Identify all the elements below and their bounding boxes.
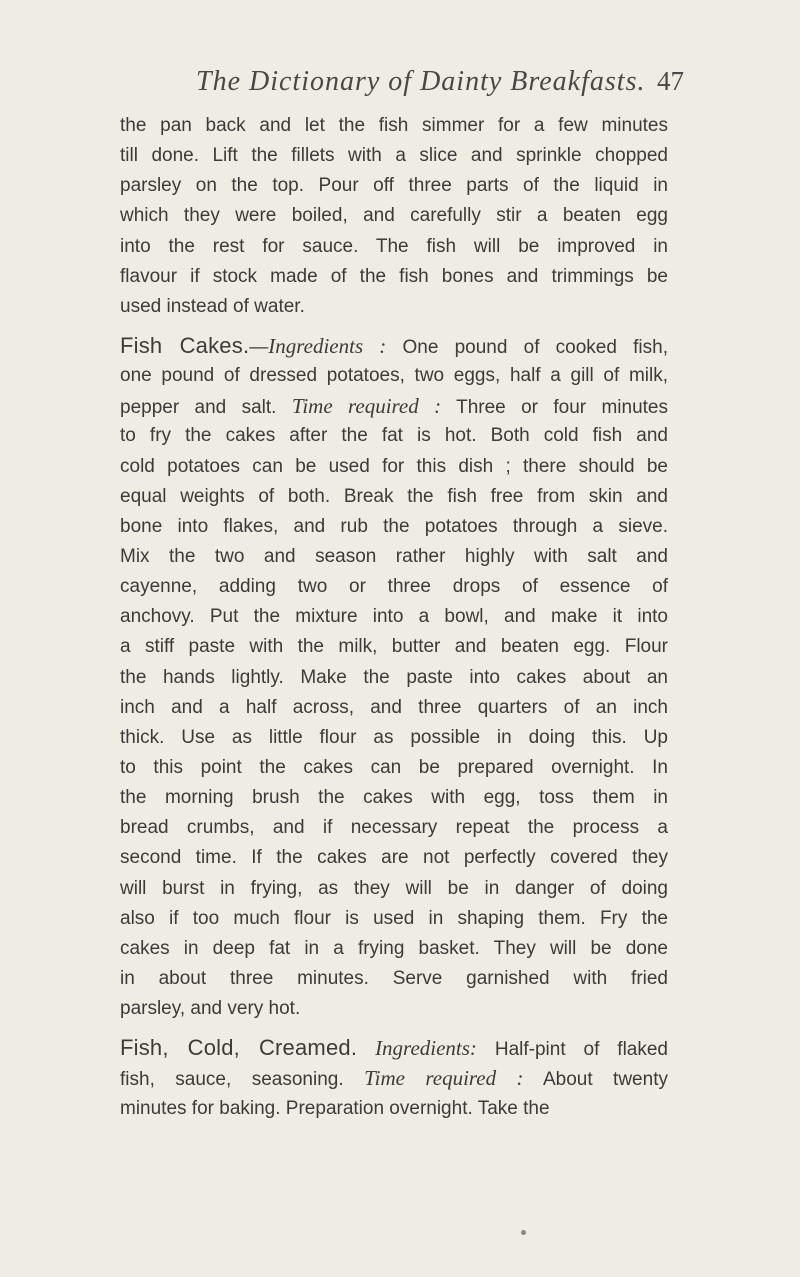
text-segment: cold potatoes can be used for this dish ; there should be bbox=[120, 455, 668, 477]
text-segment: which they were boiled, and carefully stir a beaten egg bbox=[120, 205, 668, 227]
running-title: The Dictionary of Dainty Breakfasts. bbox=[196, 66, 646, 97]
text-line bbox=[120, 111, 668, 141]
text-line bbox=[120, 874, 668, 904]
italic-label: Ingredients: bbox=[375, 1036, 477, 1061]
text-line bbox=[120, 171, 668, 201]
text-segment: the pan back and let the fish simmer for a few minutes bbox=[120, 115, 668, 136]
text-line bbox=[120, 1033, 668, 1063]
paragraph bbox=[120, 331, 668, 1024]
text-segment: About twenty bbox=[523, 1069, 668, 1091]
text-segment: to fry the cakes after the fat is hot. Both cold fish and bbox=[120, 425, 668, 447]
text-segment: inch and a half across, and three quarters of an inch bbox=[120, 696, 668, 718]
text-line bbox=[120, 813, 668, 843]
italic-label: Ingredients : bbox=[268, 333, 387, 358]
paragraph bbox=[120, 111, 668, 322]
text-segment: in about three minutes. Serve garnished with fried bbox=[120, 967, 668, 989]
text-line bbox=[120, 201, 668, 231]
text-line bbox=[120, 391, 668, 421]
text-segment: parsley, and very hot. bbox=[120, 998, 301, 1020]
text-segment: will burst in frying, as they will be in danger of doing bbox=[120, 877, 668, 899]
text-segment: cayenne, adding two or three drops of essence of bbox=[120, 576, 668, 598]
text-segment: one pound of dressed potatoes, two eggs, half a gill of milk, bbox=[120, 365, 668, 387]
paragraph bbox=[120, 1033, 668, 1123]
text-line bbox=[120, 632, 668, 662]
text-line bbox=[120, 512, 668, 542]
text-line bbox=[120, 843, 668, 873]
text-segment: second time. If the cakes are not perfectly covered they bbox=[120, 847, 668, 869]
text-segment: used instead of water. bbox=[120, 295, 305, 317]
paragraph-gap bbox=[120, 322, 668, 331]
text-segment: parsley on the top. Pour off three parts of the liquid in bbox=[120, 175, 668, 197]
text-line bbox=[120, 141, 668, 171]
text-line bbox=[120, 572, 668, 602]
text-line bbox=[120, 964, 668, 994]
text-line bbox=[120, 994, 668, 1024]
text-line bbox=[120, 452, 668, 482]
text-segment: minutes for baking. Preparation overnight. Take the bbox=[120, 1097, 550, 1119]
text-line bbox=[120, 421, 668, 451]
text-segment: equal weights of both. Break the fish free from skin and bbox=[120, 485, 668, 507]
text-segment: Three or four minutes bbox=[441, 397, 669, 419]
text-line bbox=[120, 262, 668, 292]
text-line bbox=[120, 232, 668, 262]
text-segment: thick. Use as little flour as possible in doing this. Up bbox=[120, 726, 668, 748]
text-line bbox=[120, 723, 668, 753]
text-segment: — bbox=[249, 336, 269, 358]
text-line bbox=[120, 602, 668, 632]
text-line bbox=[120, 753, 668, 783]
text-segment: One pound of cooked fish, bbox=[386, 336, 668, 358]
text-line bbox=[120, 482, 668, 512]
italic-label: Time required : bbox=[291, 394, 442, 419]
text-segment: Half-pint of flaked bbox=[476, 1039, 668, 1061]
text-line bbox=[120, 1094, 668, 1124]
text-segment: pepper and salt. bbox=[120, 397, 292, 419]
text-line bbox=[120, 542, 668, 572]
text-line bbox=[120, 361, 668, 391]
text-line bbox=[120, 1063, 668, 1093]
text-segment: bone into flakes, and rub the potatoes through a sieve. bbox=[120, 515, 668, 537]
entry-heading: Fish Cakes. bbox=[120, 332, 250, 358]
text-segment: bread crumbs, and if necessary repeat the process a bbox=[120, 817, 668, 839]
text-segment: to this point the cakes can be prepared overnight. In bbox=[120, 756, 668, 778]
body-text bbox=[120, 111, 668, 1124]
text-segment: till done. Lift the fillets with a slice and sprinkle chopped bbox=[120, 145, 668, 167]
text-segment: Mix the two and season rather highly with salt and bbox=[120, 545, 668, 567]
running-head bbox=[0, 66, 800, 102]
text-line bbox=[120, 331, 668, 361]
ink-speck bbox=[521, 1230, 526, 1235]
text-segment bbox=[357, 1039, 375, 1060]
italic-label: Time required : bbox=[364, 1066, 524, 1091]
text-segment: flavour if stock made of the fish bones and trimmings be bbox=[120, 265, 668, 287]
text-line bbox=[120, 934, 668, 964]
text-segment: into the rest for sauce. The fish will be improved in bbox=[120, 235, 668, 257]
text-line bbox=[120, 663, 668, 693]
page-number: 47 bbox=[657, 66, 684, 96]
text-segment: fish, sauce, seasoning. bbox=[120, 1069, 365, 1091]
text-line bbox=[120, 693, 668, 723]
text-segment: a stiff paste with the milk, butter and beaten egg. Flour bbox=[120, 636, 668, 658]
text-segment: anchovy. Put the mixture into a bowl, and make it into bbox=[120, 606, 668, 628]
text-segment: cakes in deep fat in a frying basket. They will be done bbox=[120, 937, 668, 959]
entry-heading: Fish, Cold, Creamed. bbox=[120, 1035, 358, 1061]
text-segment: the morning brush the cakes with egg, toss them in bbox=[120, 787, 668, 809]
text-line bbox=[120, 904, 668, 934]
text-segment: the hands lightly. Make the paste into cakes about an bbox=[120, 666, 668, 688]
text-line bbox=[120, 783, 668, 813]
text-segment: also if too much flour is used in shaping them. Fry the bbox=[120, 907, 668, 929]
paragraph-gap bbox=[120, 1024, 668, 1033]
text-line bbox=[120, 292, 668, 322]
